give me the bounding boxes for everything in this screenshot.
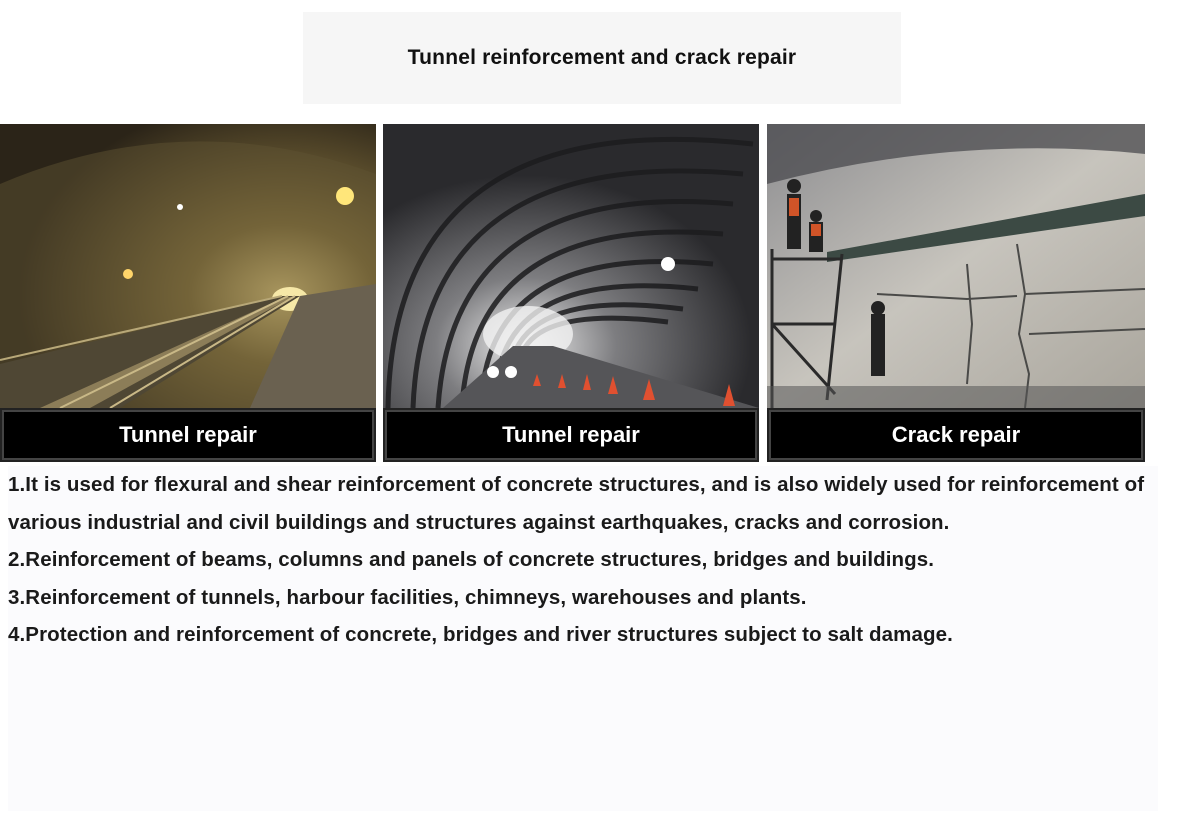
panel-caption: Tunnel repair (385, 410, 757, 460)
workers-on-scaffold-cracked-wall-photo (767, 124, 1145, 408)
description-section (8, 466, 1158, 811)
tunnel-repair-card-railway (0, 124, 376, 462)
tunnel-repair-card-road (383, 124, 759, 462)
application-item: 1.It is used for flexural and shear reinforcement of concrete structures, and is also widely used for reinforcement of various industrial and civil buildings and structures against earthquakes, cracks and corrosion. (8, 473, 1145, 534)
application-item: 4.Protection and reinforcement of concrete, bridges and river structures subject to salt damage. (8, 623, 953, 646)
panel-caption: Crack repair (769, 410, 1143, 460)
application-item: 3.Reinforcement of tunnels, harbour facilities, chimneys, warehouses and plants. (8, 585, 807, 609)
railway-tunnel-photo (0, 124, 376, 408)
page-title: Tunnel reinforcement and crack repair (407, 46, 797, 69)
application-list (8, 466, 1158, 654)
panel-caption: Tunnel repair (2, 410, 374, 460)
road-tunnel-arches-photo (383, 124, 759, 408)
crack-repair-card (767, 124, 1145, 462)
application-item: 2.Reinforcement of beams, columns and panels of concrete structures, bridges and buildings. (8, 548, 935, 571)
title-banner (303, 12, 901, 104)
